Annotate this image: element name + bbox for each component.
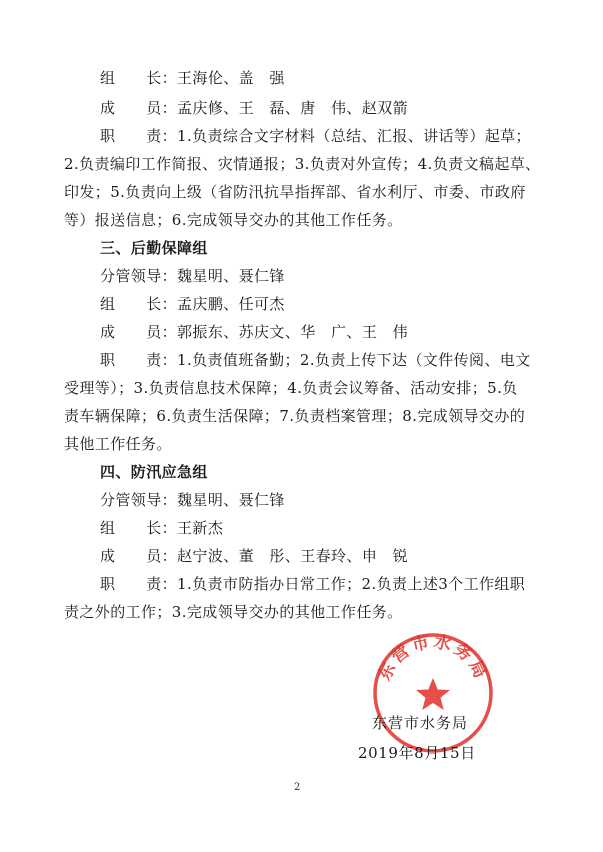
section2-leader-label: 组 长： (100, 69, 178, 87)
section2-duty-line-1: 1.负责综合文字材料（总结、汇报、讲话等）起草； (177, 127, 531, 145)
official-seal-icon (368, 628, 498, 758)
section3-member-label: 成 员： (100, 323, 178, 341)
section3-duty-line-2: 受理等）；3.负责信息技术保障；4.负责会议筹备、活动安排；5.负 (64, 379, 518, 397)
section2-duty-row (100, 126, 531, 146)
section4-supervisor-label: 分管领导： (100, 491, 178, 509)
section2-leader-row (100, 68, 285, 88)
section2-leader-value: 王海伦、盖 强 (177, 69, 285, 87)
signature-org: 东营市水务局 (372, 714, 469, 732)
seal-text: 东营市水务局 (374, 632, 492, 685)
section2-member-label: 成 员： (100, 99, 178, 117)
section3-leader-label: 组 长： (100, 295, 178, 313)
signature-date: 2019年8月15日 (358, 744, 476, 762)
svg-text:东营市水务局 (374, 631, 491, 684)
section4-member-row (100, 546, 408, 566)
section4-supervisor-row (100, 490, 285, 510)
section4-member-label: 成 员： (100, 547, 178, 565)
section2-duty-line-4: 等）报送信息；6.完成领导交办的其他工作任务。 (64, 211, 403, 229)
section4-duty-line-2: 责之外的工作；3.完成领导交办的其他工作任务。 (64, 603, 403, 621)
page-number: 2 (294, 782, 301, 793)
section3-member-row (100, 322, 408, 342)
section4-duty-line-1: 1.负责市防指办日常工作；2.负责上述3个工作组职 (177, 575, 526, 593)
section2-member-value: 孟庆修、王 磊、唐 伟、赵双箭 (177, 99, 409, 117)
section3-supervisor-value: 魏星明、聂仁锋 (177, 267, 285, 285)
section3-heading: 三、后勤保障组 (100, 239, 208, 257)
section2-duty-line-3: 印发；5.负责向上级（省防汛抗旱指挥部、省水利厅、市委、市政府 (64, 183, 526, 201)
section4-duty-label: 职 责： (100, 575, 178, 593)
section2-duty-line-2: 2.负责编印工作简报、灾情通报；3.负责对外宣传；4.负责文稿起草、 (64, 155, 541, 173)
section4-member-value: 赵宁波、董 彤、王春玲、申 锐 (177, 547, 409, 565)
section3-duty-line-3: 责车辆保障；6.负责生活保障；7.负责档案管理；8.完成领导交办的 (64, 407, 526, 425)
section2-member-row (100, 98, 408, 118)
section3-duty-line-4: 其他工作任务。 (64, 435, 172, 453)
section3-leader-value: 孟庆鹏、任可杰 (177, 295, 285, 313)
section2-duty-label: 职 责： (100, 127, 178, 145)
section4-heading: 四、防汛应急组 (100, 463, 208, 481)
section4-leader-row (100, 518, 223, 538)
section3-supervisor-label: 分管领导： (100, 267, 178, 285)
section3-duty-line-1: 1.负责值班备勤；2.负责上传下达（文件传阅、电文 (177, 351, 531, 369)
section4-leader-value: 王新杰 (177, 519, 224, 537)
section3-duty-row (100, 350, 531, 370)
section4-supervisor-value: 魏星明、聂仁锋 (177, 491, 285, 509)
section4-duty-row (100, 574, 525, 594)
section3-duty-label: 职 责： (100, 351, 178, 369)
section3-member-value: 郭振东、苏庆文、华 广、王 伟 (177, 323, 409, 341)
section3-supervisor-row (100, 266, 285, 286)
section3-leader-row (100, 294, 285, 314)
section4-leader-label: 组 长： (100, 519, 178, 537)
